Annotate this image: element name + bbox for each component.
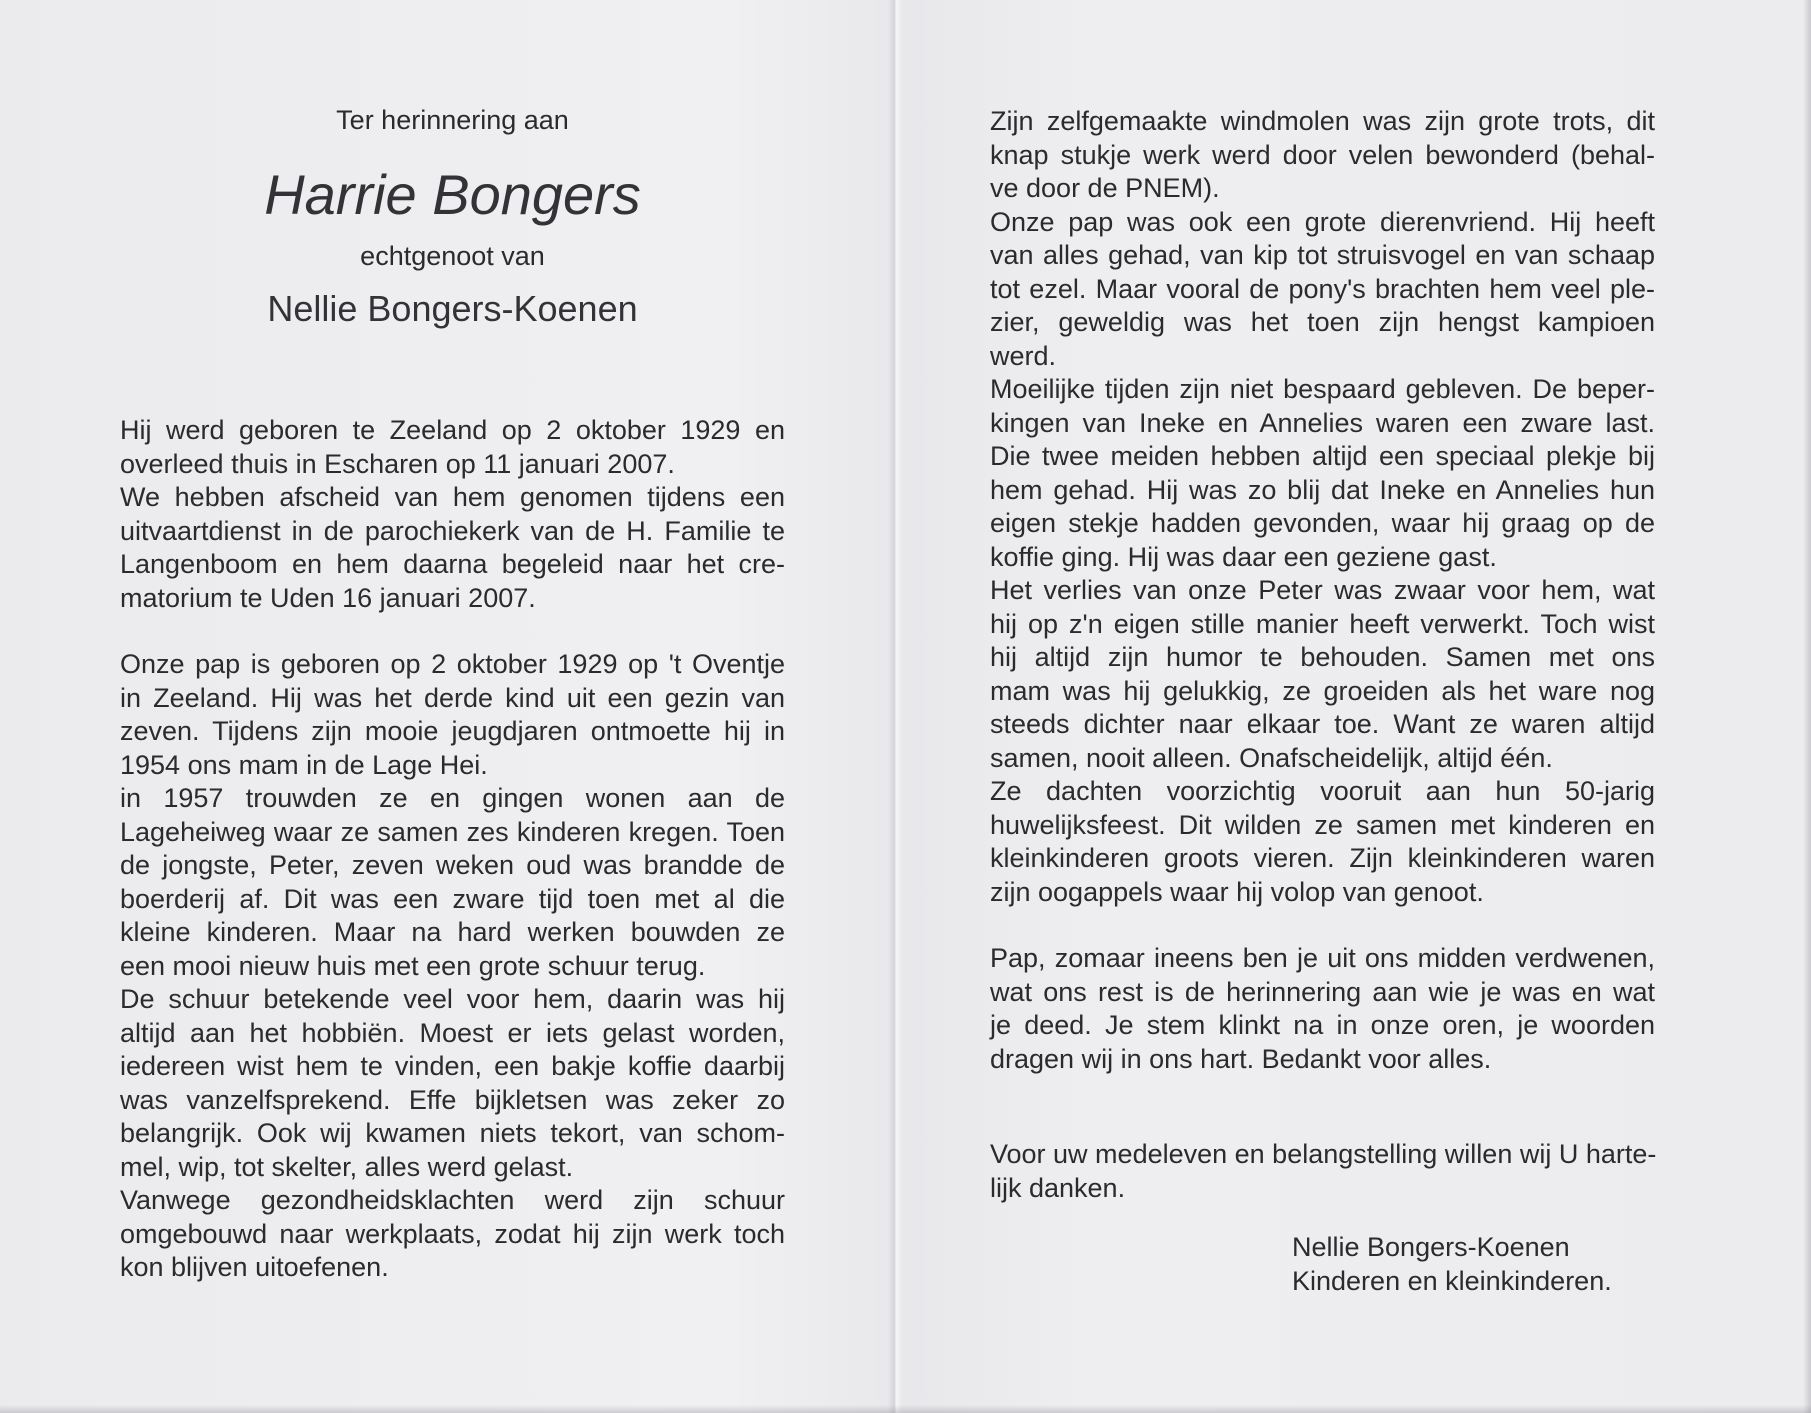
text-line: Langenboom en hem daarna begeleid naar het cre- (120, 549, 785, 579)
text-line: We hebben afscheid van hem genomen tijdens een (120, 482, 785, 512)
text-line: knap stukje werk werd door velen bewonderd (behal- (990, 139, 1655, 170)
text-line: Ze dachten voorzichtig vooruit aan hun 50-jarig (990, 776, 1655, 806)
text-line: overleed thuis in Escharen op 11 januari 2007. (120, 448, 675, 479)
text-line: 1954 ons mam in de Lage Hei. (120, 749, 488, 780)
text-line: zier, geweldig was het toen zijn hengst kampioen (990, 307, 1655, 337)
text-line: zeven. Tijdens zijn mooie jeugdjaren ontmoette hij in (120, 716, 785, 746)
text-line: Moeilijke tijden zijn niet bespaard gebleven. De beper- (990, 374, 1655, 404)
text-line: iedereen wist hem te vinden, een bakje koffie daarbij (120, 1051, 785, 1081)
text-line: Voor uw medeleven en belangstelling willen wij U harte- (990, 1139, 1657, 1169)
text-line: een mooi nieuw huis met een grote schuur terug. (120, 950, 706, 981)
text-line: boerderij af. Dit was een zware tijd toen met al die (120, 883, 785, 914)
text-line: kon blijven uitoefenen. (120, 1252, 389, 1282)
text-line: steeds dichter naar elkaar toe. Want ze waren altijd (990, 709, 1655, 739)
text-line: altijd aan het hobbiën. Moest er iets gelast worden, (120, 1017, 785, 1048)
family-signature (1292, 1230, 1612, 1298)
text-line: Onze pap is geboren op 2 oktober 1929 op 't Oventje (120, 649, 785, 679)
spouse-label: echtgenoot van (360, 241, 545, 271)
text-line: lijk danken. (990, 1172, 1126, 1203)
text-line: je deed. Je stem klinkt na in onze oren, je woorden (990, 1010, 1655, 1040)
text-line: koffie ging. Hij was daar een geziene gast. (990, 541, 1497, 572)
card-fold (888, 0, 902, 1413)
text-line: samen, nooit alleen. Onafscheidelijk, altijd één. (990, 742, 1553, 773)
text-line: de jongste, Peter, zeven weken oud was brandde de (120, 850, 785, 880)
text-line: eigen stekje hadden gevonden, waar hij graag op de (990, 508, 1655, 538)
text-line: hij op z'n eigen stille manier heeft verwerkt. Toch wist (990, 608, 1655, 639)
intro-text: Ter herinnering aan (336, 105, 569, 135)
thanks-paragraph (990, 1138, 1655, 1205)
text-line: uitvaartdienst in de parochiekerk van de H. Familie te (120, 515, 785, 546)
card-edge-shadow-right (1803, 0, 1811, 1413)
text-line: ve door de PNEM). (990, 173, 1220, 203)
spouse-name: Nellie Bongers-Koenen (267, 288, 638, 329)
signature-line: Kinderen en kleinkinderen. (1292, 1266, 1612, 1296)
right-page (990, 105, 1655, 1205)
life-story-paragraph (120, 648, 785, 1285)
signature-line: Nellie Bongers-Koenen (1292, 1232, 1570, 1262)
text-line: mam was hij gelukkig, ze groeiden als het ware nog (990, 675, 1655, 706)
text-line: in Zeeland. Hij was het derde kind uit een gezin van (120, 682, 785, 713)
text-line: omgebouwd naar werkplaats, zodat hij zijn werk toch (120, 1218, 785, 1249)
hobbies-paragraph (990, 105, 1655, 909)
text-line: hem gehad. Hij was zo blij dat Ineke en Annelies hun (990, 474, 1655, 505)
text-line: De schuur betekende veel voor hem, daarin was hij (120, 984, 785, 1014)
text-line: was vanzelfsprekend. Effe bijkletsen was zeker zo (120, 1084, 785, 1115)
text-line: Hij werd geboren te Zeeland op 2 oktober 1929 en (120, 415, 785, 445)
text-line: van alles gehad, van kip tot struisvogel en van schaap (990, 240, 1655, 270)
text-line: wat ons rest is de herinnering aan wie je was en wat (990, 976, 1655, 1007)
text-line: Zijn zelfgemaakte windmolen was zijn grote trots, dit (990, 106, 1655, 136)
text-line: kleine kinderen. Maar na hard werken bouwden ze (120, 917, 785, 947)
text-line: Lageheiweg waar ze samen zes kinderen kregen. Toen (120, 816, 785, 847)
text-line: belangrijk. Ook wij kwamen niets tekort, van schom- (120, 1118, 785, 1148)
farewell-paragraph (990, 942, 1655, 1076)
text-line: kleinkinderen groots vieren. Zijn kleinkinderen waren (990, 843, 1655, 873)
text-line: mel, wip, tot skelter, alles werd gelast. (120, 1151, 574, 1182)
text-line: werd. (990, 340, 1057, 371)
text-line: Onze pap was ook een grote dierenvriend. Hij heeft (990, 206, 1655, 237)
text-line: Het verlies van onze Peter was zwaar voor hem, wat (990, 575, 1655, 605)
text-line: zijn oogappels waar hij volop van genoot. (990, 876, 1484, 907)
deceased-name: Harrie Bongers (264, 163, 641, 226)
text-line: Pap, zomaar ineens ben je uit ons midden verdwenen, (990, 943, 1655, 973)
text-line: kingen van Ineke en Annelies waren een zware last. (990, 407, 1655, 438)
text-line: in 1957 trouwden ze en gingen wonen aan de (120, 783, 785, 813)
text-line: dragen wij in ons hart. Bedankt voor alles. (990, 1043, 1492, 1074)
text-line: hij altijd zijn humor te behouden. Samen met ons (990, 642, 1655, 672)
left-page (120, 105, 785, 1285)
card-edge-shadow (0, 1405, 1811, 1413)
text-line: matorium te Uden 16 januari 2007. (120, 582, 536, 613)
text-line: Die twee meiden hebben altijd een speciaal plekje bij (990, 441, 1655, 471)
text-line: tot ezel. Maar vooral de pony's brachten hem veel ple- (990, 273, 1655, 304)
text-line: huwelijksfeest. Dit wilden ze samen met kinderen en (990, 809, 1655, 840)
birth-death-paragraph (120, 414, 785, 615)
text-line: Vanwege gezondheidsklachten werd zijn schuur (120, 1185, 785, 1215)
